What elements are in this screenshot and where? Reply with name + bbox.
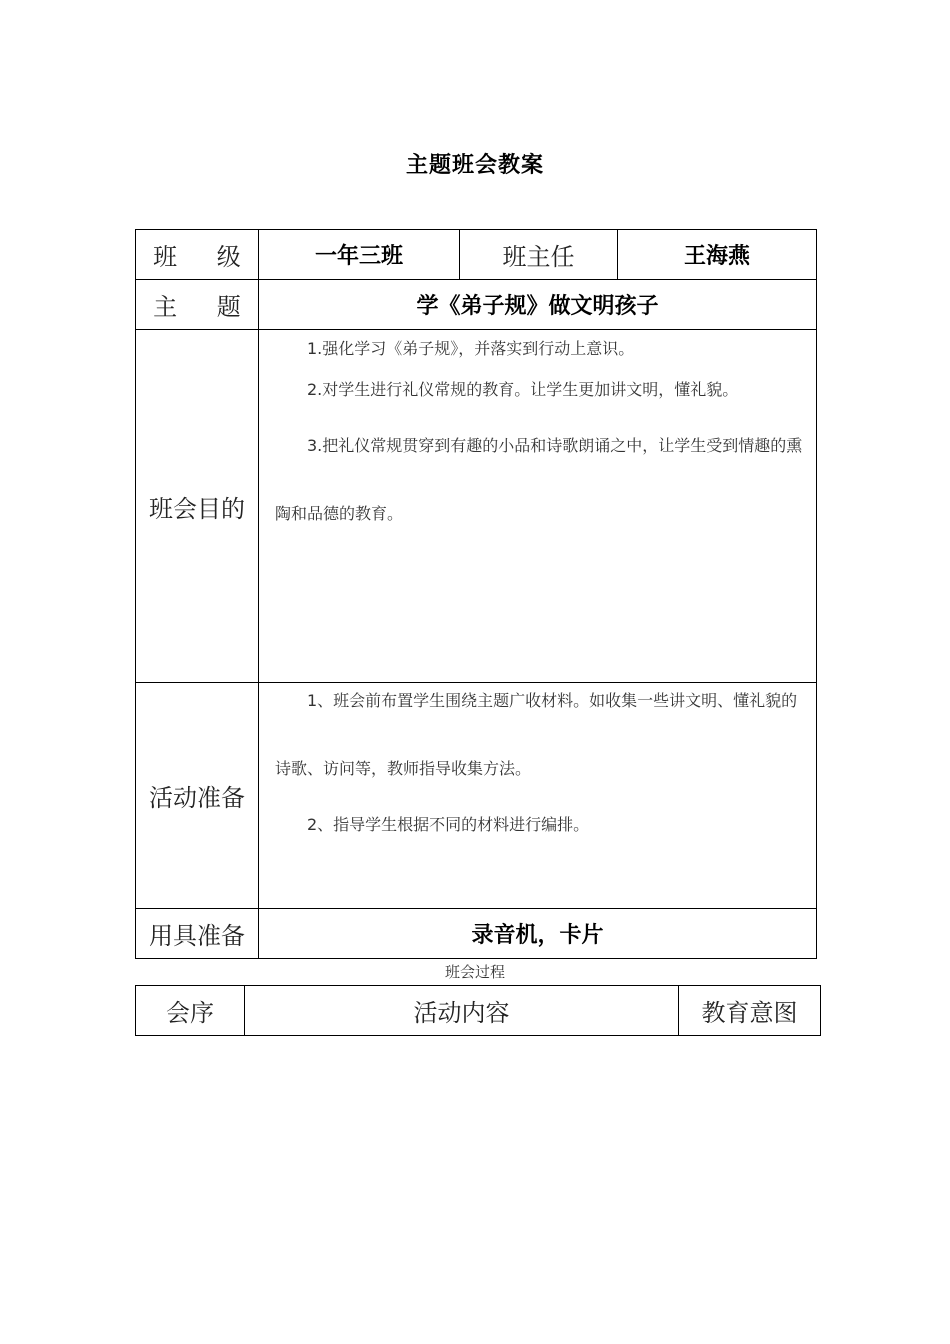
theme-label: 主 题	[136, 280, 259, 330]
process-table	[135, 985, 821, 1036]
theme-value: 学《弟子规》做文明孩子	[259, 280, 817, 330]
prep-item: 1、班会前布置学生围绕主题广收材料。如收集一些讲文明、懂礼貌的诗歌、访问等，教师指导收集方法。	[275, 691, 798, 778]
goal-item: 1.强化学习《弟子规》，并落实到行动上意识。	[307, 339, 635, 358]
goal-content	[259, 330, 817, 683]
class-row	[136, 230, 817, 280]
process-header-intent: 教育意图	[679, 986, 821, 1036]
lesson-plan-info-table	[135, 229, 817, 959]
prep-row	[136, 683, 817, 909]
class-value: 一年三班	[259, 230, 460, 280]
process-section-title: 班会过程	[444, 963, 505, 981]
tools-label: 用具准备	[136, 909, 259, 959]
tools-value: 录音机，卡片	[259, 909, 817, 959]
process-header-row	[136, 986, 821, 1036]
goal-item: 3.把礼仪常规贯穿到有趣的小品和诗歌朗诵之中，让学生受到情趣的熏陶和品德的教育。	[275, 436, 803, 523]
goal-row	[136, 330, 817, 683]
tools-row	[136, 909, 817, 959]
process-header-content: 活动内容	[245, 986, 679, 1036]
prep-content	[259, 683, 817, 909]
process-header-order: 会序	[136, 986, 245, 1036]
teacher-label: 班主任	[460, 230, 618, 280]
goal-item: 2.对学生进行礼仪常规的教育。让学生更加讲文明，懂礼貌。	[307, 380, 739, 399]
prep-item: 2、指导学生根据不同的材料进行编排。	[307, 815, 590, 834]
page-title: 主题班会教案	[405, 153, 544, 178]
goal-label: 班会目的	[136, 330, 259, 683]
teacher-value: 王海燕	[618, 230, 817, 280]
prep-label: 活动准备	[136, 683, 259, 909]
theme-row	[136, 280, 817, 330]
class-label: 班 级	[136, 230, 259, 280]
